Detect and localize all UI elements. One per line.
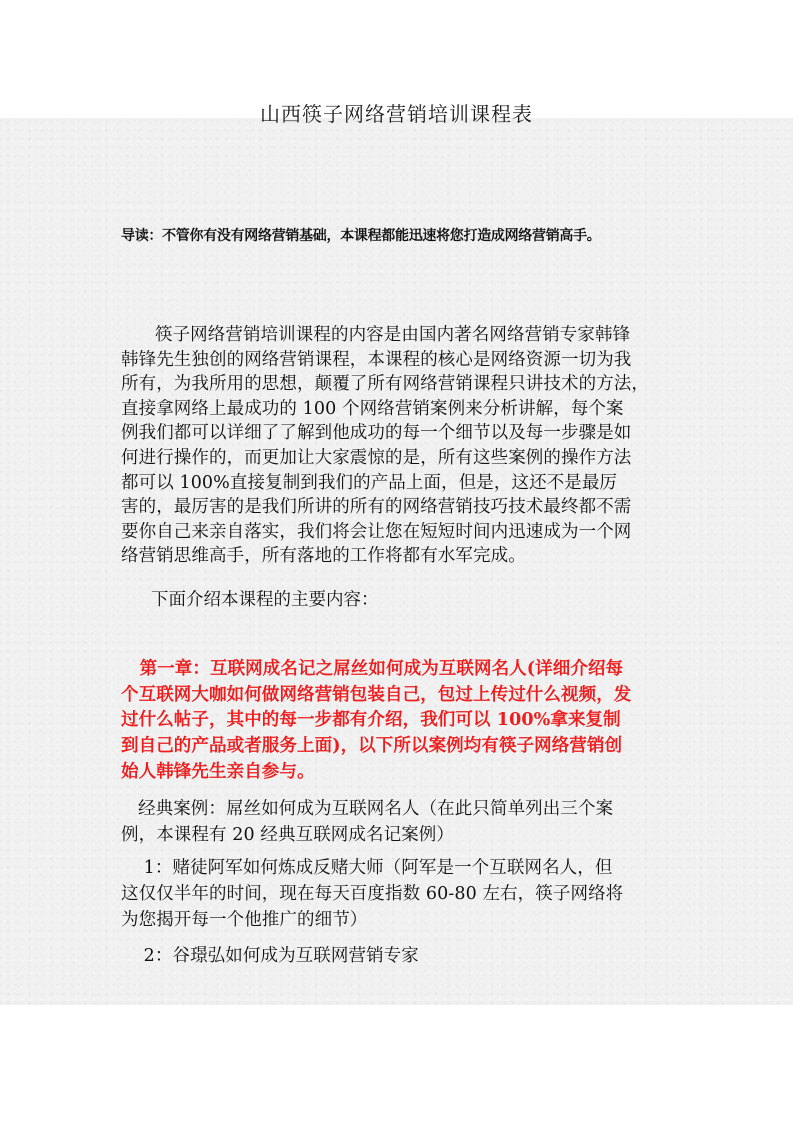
intro-line: 络营销思维高手，所有落地的工作将都有水军完成。 [121, 546, 526, 567]
guide-text: 导读：不管你有没有网络营销基础，本课程都能迅速将您打造成网络营销高手。 [121, 228, 601, 244]
intro-line: 所有，为我所用的思想，颠覆了所有网络营销课程只讲技术的方法， [121, 374, 649, 395]
intro-line: 害的，最厉害的是我们所讲的所有的网络营销技巧技术最终都不需 [121, 497, 632, 518]
case-line: 为您揭开每一个他推广的细节） [121, 910, 368, 930]
chapter-line: 始人韩锋先生亲自参与。 [121, 761, 315, 782]
chapter-one-paragraph [121, 657, 691, 786]
intro-line: 何进行操作的，而更加让大家震惊的是，所有这些案例的操作方法 [121, 447, 632, 468]
case-line: 2：谷璟弘如何成为互联网营销专家 [121, 946, 419, 966]
intro-line: 直接拿网络上最成功的 100 个网络营销案例来分析讲解，每个案 [121, 398, 624, 419]
intro-line: 韩锋先生独创的网络营销课程，本课程的核心是网络资源一切为我 [121, 349, 632, 370]
classic-cases-paragraph [121, 796, 691, 848]
chapter-line: 到自己的产品或者服务上面)，以下所以案例均有筷子网络营销创 [121, 736, 623, 757]
intro-paragraph [121, 323, 691, 569]
classic-line: 经典案例：屌丝如何成为互联网名人（在此只简单列出三个案 [121, 799, 614, 819]
intro-line: 都可以 100%直接复制到我们的产品上面，但是，这还不是最厉 [121, 472, 618, 493]
chapter-line: 第一章：互联网成名记之屌丝如何成为互联网名人(详细介绍每 [121, 659, 624, 679]
intro-line: 筷子网络营销培训课程的内容是由国内著名网络营销专家韩锋 [121, 325, 631, 345]
case-one-paragraph [121, 855, 691, 933]
intro-line: 要你自己来亲自落实，我们将会让您在短短时间内迅速成为一个网 [121, 521, 632, 542]
section-heading: 下面介绍本课程的主要内容： [151, 590, 379, 610]
page-title: 山西筷子网络营销培训课程表 [260, 102, 533, 126]
intro-line: 例我们都可以详细了了解到他成功的每一个细节以及每一步骤是如 [121, 423, 632, 444]
case-line: 1：赌徒阿军如何炼成反赌大师（阿军是一个互联网名人，但 [121, 858, 613, 878]
chapter-line: 过什么帖子，其中的每一步都有介绍，我们可以 100%拿来复制 [121, 710, 621, 731]
classic-line: 例，本课程有 20 经典互联网成名记案例） [121, 825, 454, 845]
chapter-line: 个互联网大咖如何做网络营销包装自己，包过上传过什么视频，发 [121, 684, 632, 705]
case-line: 这仅仅半年的时间，现在每天百度指数 60-80 左右，筷子网络将 [121, 884, 624, 904]
case-two-paragraph [121, 943, 691, 969]
